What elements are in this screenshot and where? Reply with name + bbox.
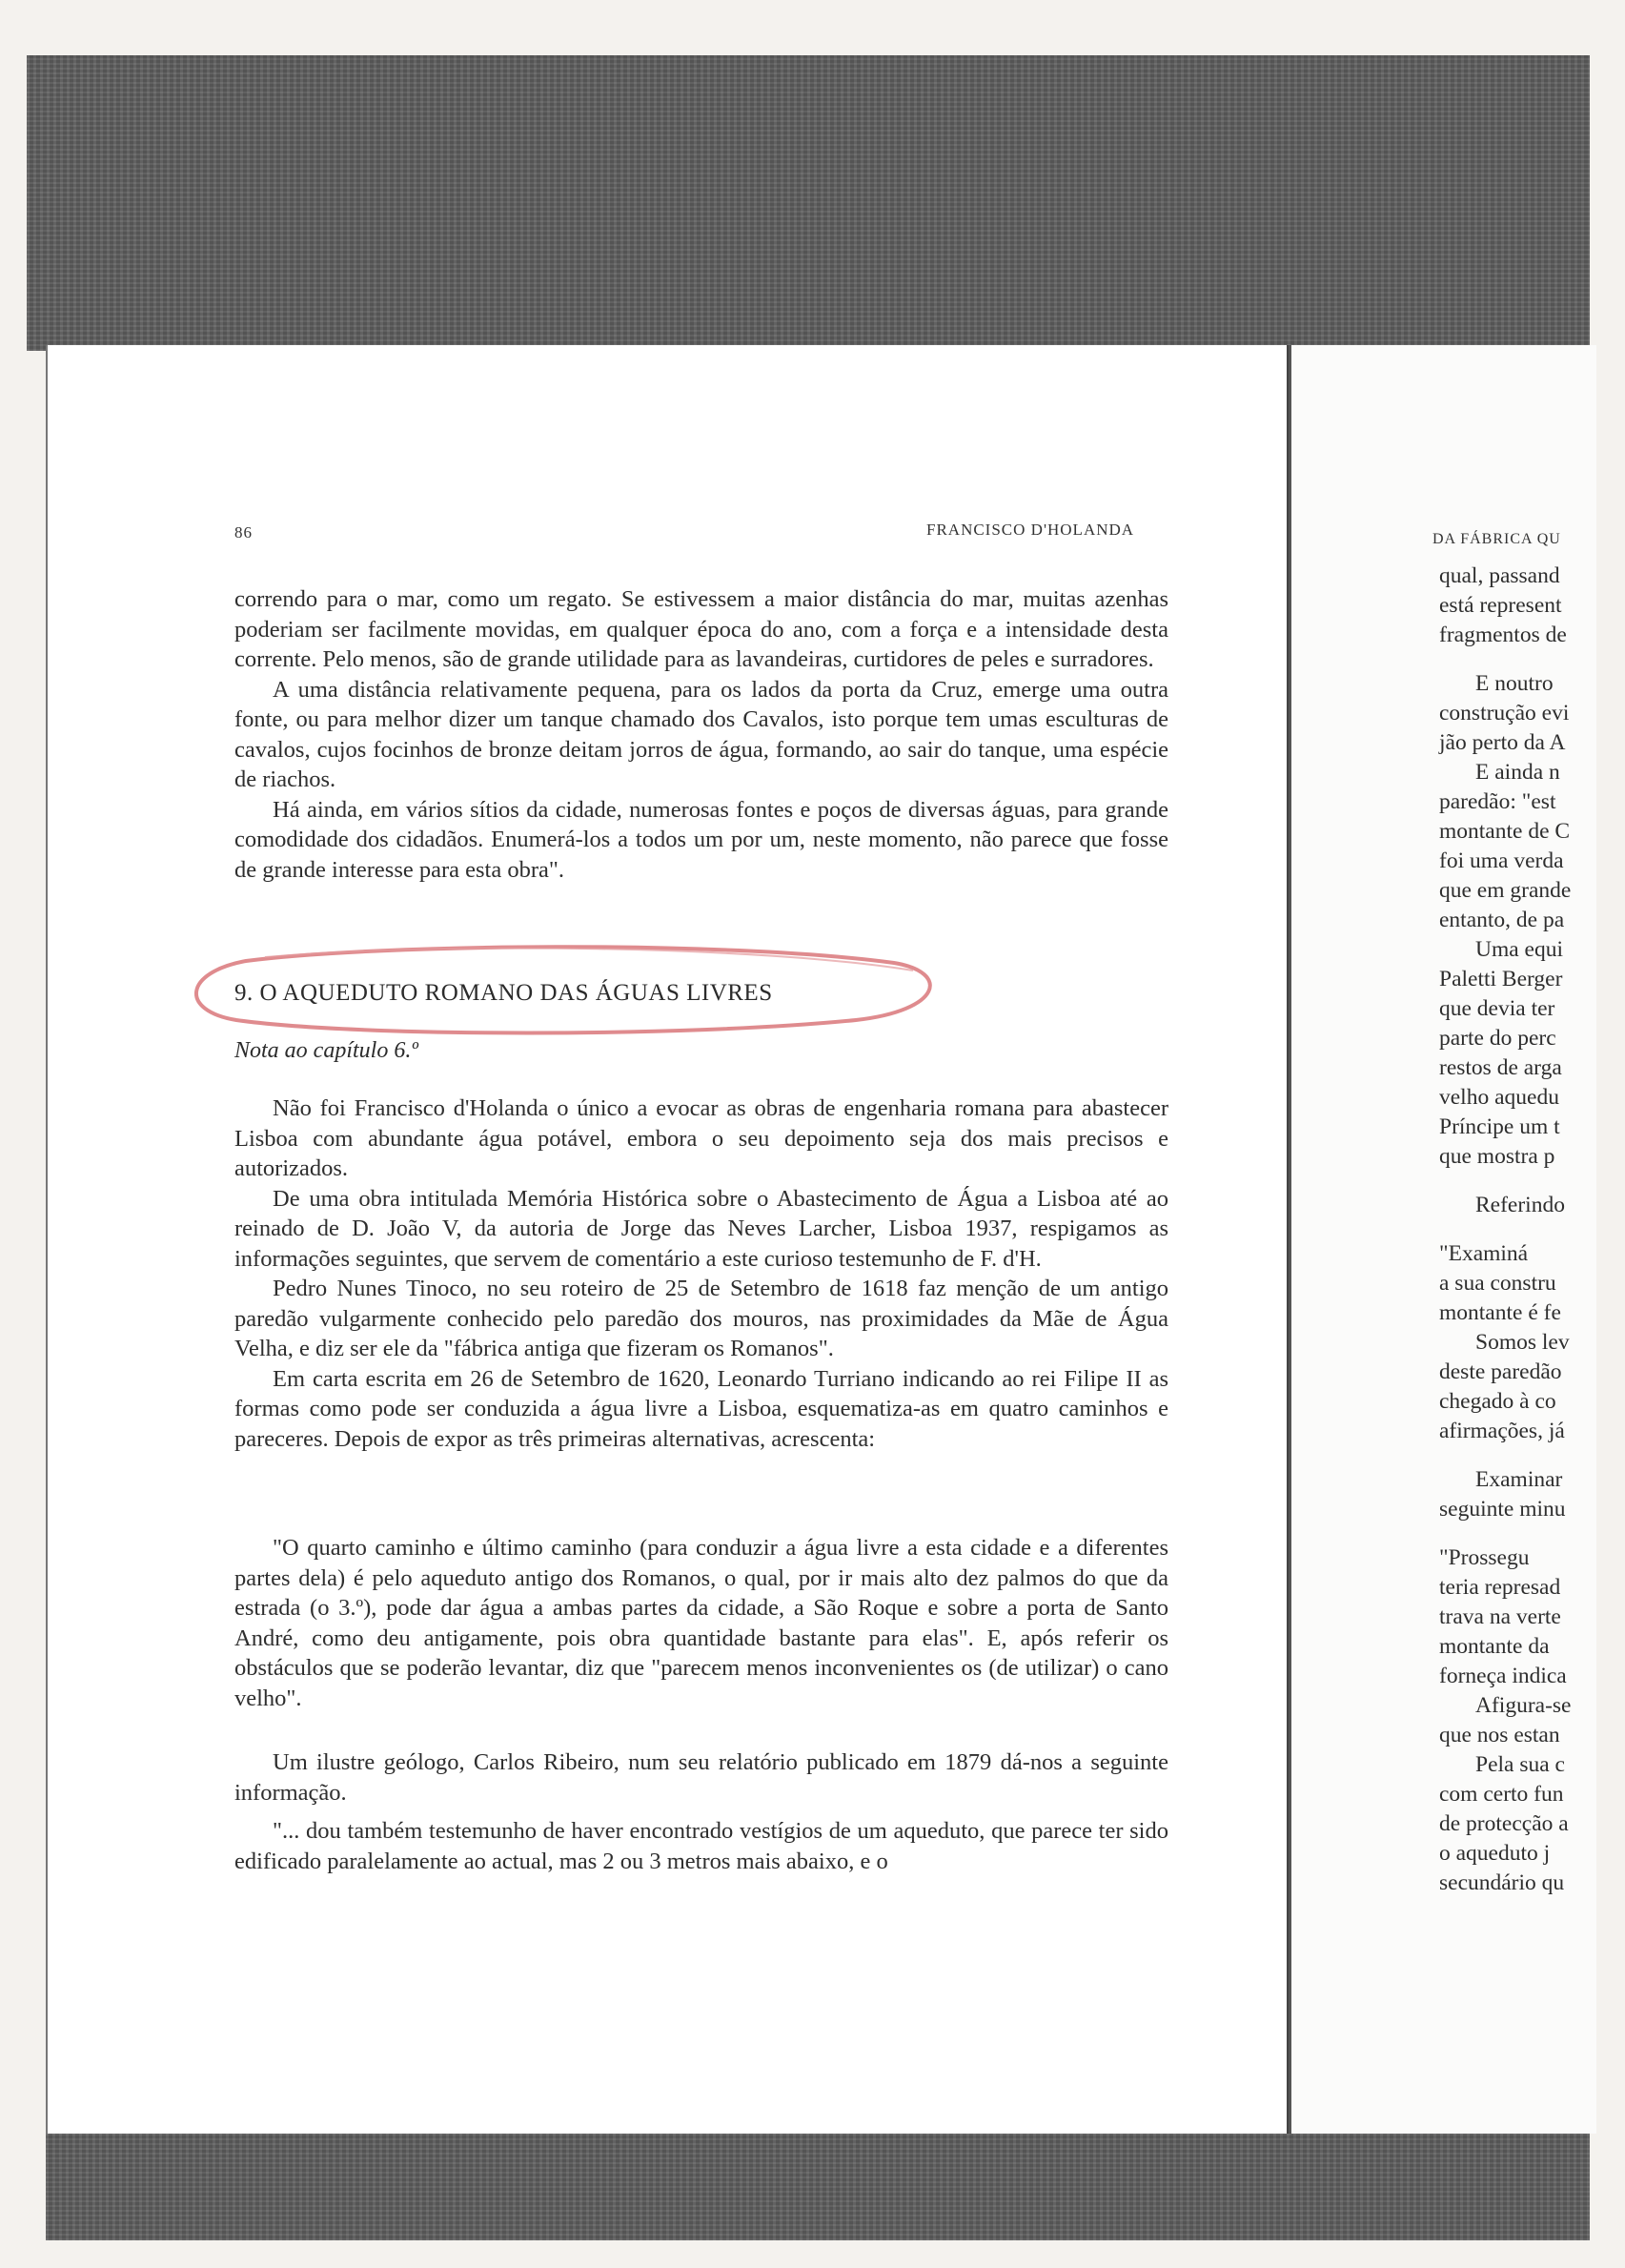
right-page-line: deste paredão	[1439, 1359, 1562, 1384]
right-page-line: fragmentos de	[1439, 623, 1567, 647]
right-page-line: parte do perc	[1439, 1026, 1556, 1051]
right-page-line: "Prossegu	[1439, 1545, 1530, 1570]
right-page-line: E ainda n	[1475, 760, 1560, 785]
right-page-line	[1439, 1524, 1596, 1543]
right-page-line: Uma equi	[1475, 937, 1564, 962]
right-page-line: que nos estan	[1439, 1723, 1560, 1747]
right-page-line: secundário qu	[1439, 1870, 1565, 1895]
paragraph: Não foi Francisco d'Holanda o único a evocar as obras de engenharia romana para abastecer Lisboa com abundante água potável, embora o seu depoimento seja dos mais precisos e autorizados.	[234, 1095, 1168, 1181]
quote: "O quarto caminho e último caminho (para conduzir a água livre a esta cidade e a diferentes partes dela) é pelo aqueduto antigo dos Romanos, o qual, por ir mais alto dez palmos do que da estrada (o 3.º), pode dar água a ambas partes da cidade, a São Roque e sobre a porta de Santo André, como deu antigamente, pois obra quantidade bastante para elas". E, após referir os obstáculos que se poderão levantar, diz que "parecem menos inconvenientes os (de utilizar) o cano velho".	[234, 1535, 1168, 1711]
right-page-line: a sua constru	[1439, 1271, 1556, 1296]
right-page-line: o aqueduto j	[1439, 1841, 1551, 1866]
right-page-line	[1439, 1220, 1596, 1239]
photocopy-toner-band-bottom	[46, 2134, 1590, 2240]
right-page-line: montante é fe	[1439, 1300, 1561, 1325]
paragraph: correndo para o mar, como um regato. Se estivessem a maior distância do mar, muitas azenhas poderiam ser facilmente movidas, em qualquer época do ano, com a força e a intensidade desta corrente. Pelo menos, são de grande utilidade para as lavandeiras, curtidores de peles e surradores.	[234, 586, 1168, 672]
paragraph: Há ainda, em vários sítios da cidade, numerosas fontes e poços de diversas águas, para grande comodidade dos cidadãos. Enumerá-los a todos um por um, neste momento, não parece que fosse de grande interesse para esta obra".	[234, 796, 1168, 883]
quote-ribeiro	[234, 1816, 1168, 1876]
photocopy-toner-band-top	[27, 55, 1590, 351]
right-page-line: montante da	[1439, 1634, 1550, 1659]
left-running-head: FRANCISCO D'HOLANDA	[926, 521, 1135, 539]
right-page-line: afirmações, já	[1439, 1419, 1565, 1443]
paragraph-ribeiro	[234, 1747, 1168, 1808]
quote-turriano	[234, 1533, 1168, 1713]
paragraph: De uma obra intitulada Memória Histórica sobre o Abastecimento de Água a Lisboa até ao reinado de D. João V, da autoria de Jorge das Neves Larcher, Lisboa 1937, respigamos as informações seguintes, que servem de comentário a este curioso testemunho de F. d'H.	[234, 1185, 1168, 1272]
right-page-line: que devia ter	[1439, 996, 1555, 1021]
right-page-line	[1439, 1446, 1596, 1465]
right-page-line: trava na verte	[1439, 1604, 1561, 1629]
right-page-line: construção evi	[1439, 701, 1570, 725]
right-page-line: forneça indica	[1439, 1664, 1567, 1688]
right-page-line: que mostra p	[1439, 1144, 1555, 1169]
paragraph: Um ilustre geólogo, Carlos Ribeiro, num seu relatório publicado em 1879 dá-nos a seguinte informação.	[234, 1749, 1168, 1806]
body-text-mid	[234, 1093, 1168, 1454]
right-page-line: restos de arga	[1439, 1055, 1562, 1080]
paragraph: Em carta escrita em 26 de Setembro de 1620, Leonardo Turriano indicando ao rei Filipe II as formas como pode ser conduzida a água livre a Lisboa, esquematiza-as em quatro caminhos e pareceres. Depois de expor as três primeiras alternativas, acrescenta:	[234, 1365, 1168, 1452]
right-page	[1289, 345, 1596, 2134]
right-page-line: Paletti Berger	[1439, 967, 1563, 991]
right-page-line: Príncipe um t	[1439, 1114, 1560, 1139]
paragraph: A uma distância relativamente pequena, para os lados da porta da Cruz, emerge uma outra fonte, ou para melhor dizer um tanque chamado dos Cavalos, isto porque tem umas esculturas de cavalos, cujos focinhos de bronze deitam jorros de água, formando, ao sair do tanque, uma espécie de riachos.	[234, 676, 1168, 792]
right-page-line: paredão: "est	[1439, 789, 1556, 814]
right-page-line: seguinte minu	[1439, 1497, 1566, 1522]
right-page-line: foi uma verda	[1439, 848, 1564, 873]
right-page-line	[1439, 1172, 1596, 1191]
right-page-line: chegado à co	[1439, 1389, 1556, 1414]
right-page-line: montante de C	[1439, 819, 1571, 844]
right-page-line: Pela sua c	[1475, 1752, 1565, 1777]
right-page-line: qual, passand	[1439, 563, 1560, 588]
right-page-line: velho aquedu	[1439, 1085, 1559, 1110]
right-page-line	[1439, 650, 1596, 669]
right-page-line: de protecção a	[1439, 1811, 1569, 1836]
right-page-line: Referindo	[1475, 1193, 1565, 1217]
right-page-column	[1439, 562, 1596, 1898]
right-page-line: Afigura-se	[1475, 1693, 1572, 1718]
page-number: 86	[234, 523, 253, 541]
right-page-line: que em grande	[1439, 878, 1572, 903]
right-page-line: "Examiná	[1439, 1241, 1529, 1266]
right-page-line: Somos lev	[1475, 1330, 1570, 1355]
paragraph: Pedro Nunes Tinoco, no seu roteiro de 25 de Setembro de 1618 faz menção de um antigo paredão vulgarmente conhecido pelo paredão dos mouros, nas proximidades da Mãe de Água Velha, e diz ser ele da "fábrica antiga que fizeram os Romanos".	[234, 1276, 1168, 1361]
right-page-line: entanto, de pa	[1439, 908, 1565, 932]
body-text-top	[234, 584, 1168, 885]
right-page-line: jão perto da A	[1439, 730, 1566, 755]
right-page-line: teria represad	[1439, 1575, 1561, 1600]
right-page-line: está represent	[1439, 593, 1562, 618]
right-page-line: Examinar	[1475, 1467, 1563, 1492]
right-page-line: E noutro	[1475, 671, 1554, 696]
section-title: 9. O AQUEDUTO ROMANO DAS ÁGUAS LIVRES	[234, 980, 773, 1006]
section-note: Nota ao capítulo 6.º	[234, 1038, 418, 1063]
right-running-head: DA FÁBRICA QU	[1432, 531, 1561, 547]
quote: "... dou também testemunho de haver encontrado vestígios de um aqueduto, que parece ter sido edificado paralelamente ao actual, mas 2 ou 3 metros mais abaixo, e o	[234, 1818, 1168, 1874]
right-page-line: com certo fun	[1439, 1782, 1564, 1807]
